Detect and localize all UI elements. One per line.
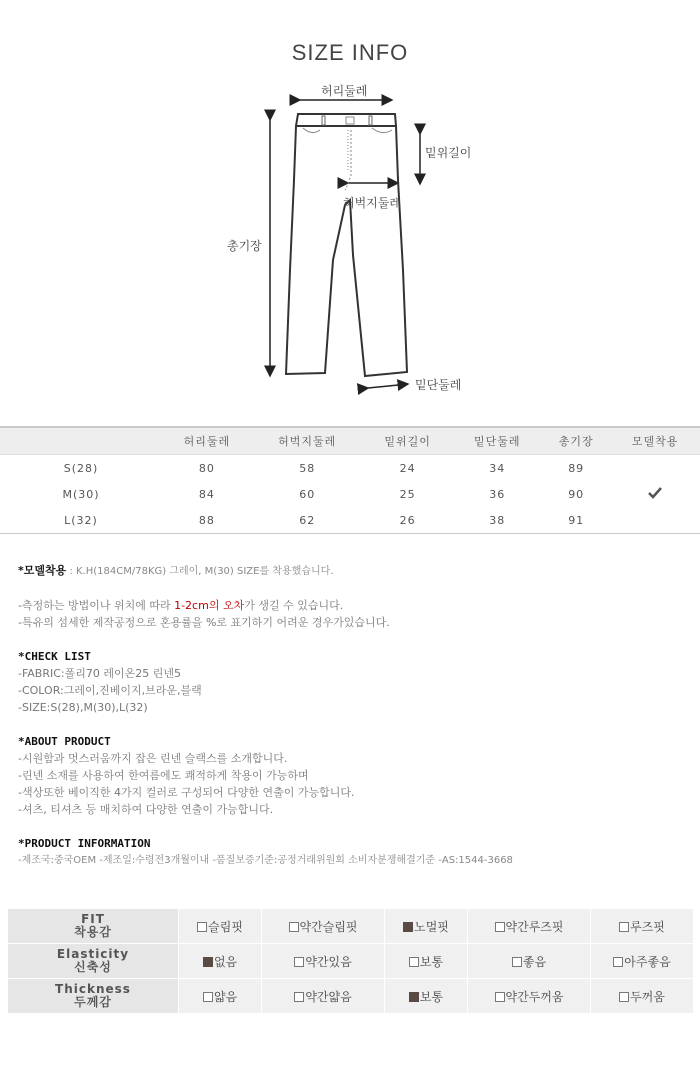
fit-option bbox=[179, 909, 261, 943]
fit-label-en: FIT bbox=[81, 912, 105, 926]
checkbox-checked-icon bbox=[203, 957, 213, 967]
checkbox-icon bbox=[495, 922, 505, 932]
model-cell bbox=[610, 481, 700, 507]
thickness-option-label: 약간얇음 bbox=[305, 989, 352, 1004]
table-cell: 38 bbox=[452, 507, 542, 534]
measure-note-tail: 가 생길 수 있습니다. bbox=[244, 599, 344, 612]
thickness-option bbox=[468, 979, 590, 1013]
header-cell: 허벅지둘레 bbox=[252, 427, 363, 455]
fit-option-label: 노멀핏 bbox=[414, 919, 449, 934]
table-cell: 34 bbox=[489, 461, 506, 475]
checkbox-icon bbox=[197, 922, 207, 932]
table-cell: 90 bbox=[568, 487, 585, 501]
thickness-option-label: 약간두꺼움 bbox=[505, 989, 564, 1004]
model-cell bbox=[610, 507, 700, 534]
fit-label-ko: 착용감 bbox=[74, 925, 112, 939]
checkbox-icon bbox=[619, 992, 629, 1002]
table-cell: 36 bbox=[489, 487, 506, 501]
elasticity-option-label: 약간있음 bbox=[305, 954, 352, 969]
table-cell: 62 bbox=[252, 507, 363, 534]
table-cell: 60 bbox=[299, 487, 316, 501]
fit-option-label: 약간슬림핏 bbox=[299, 919, 358, 934]
fit-option-label: 슬림핏 bbox=[208, 919, 243, 934]
thickness-option-label: 보통 bbox=[419, 989, 444, 1004]
rise-label: 밑위길이 bbox=[425, 146, 472, 160]
table-cell: 25 bbox=[399, 487, 416, 501]
elasticity-option-label: 보통 bbox=[419, 954, 444, 969]
check-list-heading: *CHECK LIST bbox=[18, 650, 91, 663]
elasticity-label bbox=[8, 944, 178, 978]
checkbox-icon bbox=[294, 957, 304, 967]
about-line: -셔츠, 티셔츠 등 매치하여 다양한 연출이 가능합니다. bbox=[18, 803, 274, 816]
fit-option bbox=[468, 909, 590, 943]
checkbox-icon bbox=[613, 957, 623, 967]
elasticity-label-en: Elasticity bbox=[56, 947, 130, 961]
thickness-option bbox=[591, 979, 693, 1013]
thickness-option bbox=[385, 979, 467, 1013]
page-title: SIZE INFO bbox=[291, 40, 409, 65]
table-cell: 24 bbox=[399, 461, 416, 475]
table-cell: 88 bbox=[162, 507, 252, 534]
fit-option bbox=[262, 909, 384, 943]
table-cell: 80 bbox=[198, 461, 215, 475]
about-line: -시원함과 멋스러움까지 잡은 린넨 슬랙스를 소개합니다. bbox=[18, 752, 288, 765]
thickness-option-label: 얇음 bbox=[213, 989, 238, 1004]
fabric-ratio-note: -특유의 섬세한 제작공정으로 혼용률을 %로 표기하기 어려운 경우가있습니다. bbox=[18, 616, 390, 629]
checkbox-icon bbox=[619, 922, 629, 932]
thickness-option bbox=[262, 979, 384, 1013]
header-cell bbox=[0, 427, 162, 455]
thickness-label-ko: 두께감 bbox=[74, 995, 112, 1009]
elasticity-option bbox=[179, 944, 261, 978]
measure-note-text: -측정하는 방법이나 위치에 따라 bbox=[18, 599, 175, 612]
header-cell: 밑위길이 bbox=[363, 427, 453, 455]
checkbox-icon bbox=[512, 957, 522, 967]
thickness-option bbox=[179, 979, 261, 1013]
size-table bbox=[0, 426, 700, 534]
elasticity-row bbox=[8, 944, 693, 978]
checkbox-icon bbox=[409, 957, 419, 967]
elasticity-option-label: 좋음 bbox=[522, 954, 547, 969]
model-note bbox=[18, 562, 688, 580]
fit-row bbox=[8, 909, 693, 943]
fabric-line: -FABRIC:폴리70 레이온25 린넨5 bbox=[18, 667, 181, 680]
product-info-heading: *PRODUCT INFORMATION bbox=[18, 837, 151, 850]
checkbox-checked-icon bbox=[409, 992, 419, 1002]
checkbox-checked-icon bbox=[403, 922, 413, 932]
color-line: -COLOR:그레이,진베이지,브라운,블랙 bbox=[18, 684, 202, 697]
table-cell: 84 bbox=[198, 487, 215, 501]
header-cell: 총기장 bbox=[542, 427, 610, 455]
hem-arrow bbox=[368, 384, 408, 388]
product-notes bbox=[18, 562, 688, 869]
fit-label bbox=[8, 909, 178, 943]
fit-option bbox=[591, 909, 693, 943]
elasticity-option-label: 없음 bbox=[213, 954, 238, 969]
size-line: -SIZE:S(28),M(30),L(32) bbox=[18, 701, 148, 714]
pants-diagram bbox=[0, 70, 700, 410]
checkbox-icon bbox=[203, 992, 213, 1002]
size-cell: L(32) bbox=[0, 507, 162, 534]
table-cell: 89 bbox=[568, 461, 585, 475]
check-mark-icon bbox=[648, 487, 662, 499]
table-cell: 58 bbox=[299, 461, 316, 475]
table-cell: 91 bbox=[542, 507, 610, 534]
checkbox-icon bbox=[495, 992, 505, 1002]
table-row bbox=[0, 455, 700, 482]
thigh-label: 허벅지둘레 bbox=[343, 196, 401, 210]
pants-illustration bbox=[0, 70, 700, 410]
elasticity-option bbox=[385, 944, 467, 978]
elasticity-label-ko: 신축성 bbox=[74, 960, 112, 974]
header-cell: 모델착용 bbox=[610, 427, 700, 455]
table-cell: 26 bbox=[363, 507, 453, 534]
table-row bbox=[0, 481, 700, 507]
thickness-row bbox=[8, 979, 693, 1013]
waist-label: 허리둘레 bbox=[321, 84, 368, 98]
thickness-option-label: 두꺼움 bbox=[630, 989, 665, 1004]
size-cell: M(30) bbox=[62, 487, 100, 501]
elasticity-option bbox=[262, 944, 384, 978]
thickness-label bbox=[8, 979, 178, 1013]
about-line: -린넨 소재를 사용하여 한여름에도 쾌적하게 착용이 가능하며 bbox=[18, 769, 309, 782]
fit-option-label: 루즈핏 bbox=[630, 919, 665, 934]
model-text: : K.H(184CM/78KG) 그레이, M(30) SIZE를 착용했습니다. bbox=[66, 566, 334, 577]
checkbox-icon bbox=[294, 992, 304, 1002]
size-table-header bbox=[0, 427, 700, 455]
about-line: -색상또한 베이직한 4가지 컬러로 구성되어 다양한 연출이 가능합니다. bbox=[18, 786, 355, 799]
total-length-label: 총기장 bbox=[227, 239, 262, 253]
header-cell: 허리둘레 bbox=[162, 427, 252, 455]
checkbox-icon bbox=[289, 922, 299, 932]
elasticity-option-label: 아주좋음 bbox=[624, 954, 671, 969]
elasticity-option bbox=[468, 944, 590, 978]
fit-option bbox=[385, 909, 467, 943]
measure-note bbox=[18, 597, 688, 614]
size-cell: S(28) bbox=[63, 461, 99, 475]
model-cell bbox=[610, 455, 700, 482]
header-cell: 밑단둘레 bbox=[452, 427, 542, 455]
fit-option-label: 약간루즈핏 bbox=[505, 919, 564, 934]
measure-note-highlight: 1-2cm의 오차 bbox=[174, 599, 245, 612]
fit-table bbox=[7, 908, 694, 1014]
table-row bbox=[0, 507, 700, 534]
thickness-label-en: Thickness bbox=[55, 982, 131, 996]
model-label: *모델착용 bbox=[18, 564, 67, 577]
product-info-line: -제조국:중국OEM -제조일:수령전3개월이내 -품질보증기준:공정거래위원회 소비자분쟁해결기준 -AS:1544-3668 bbox=[18, 855, 513, 866]
hem-label: 밑단둘레 bbox=[415, 378, 462, 392]
about-product-heading: *ABOUT PRODUCT bbox=[18, 735, 111, 748]
pants-outline bbox=[286, 114, 407, 376]
elasticity-option bbox=[591, 944, 693, 978]
